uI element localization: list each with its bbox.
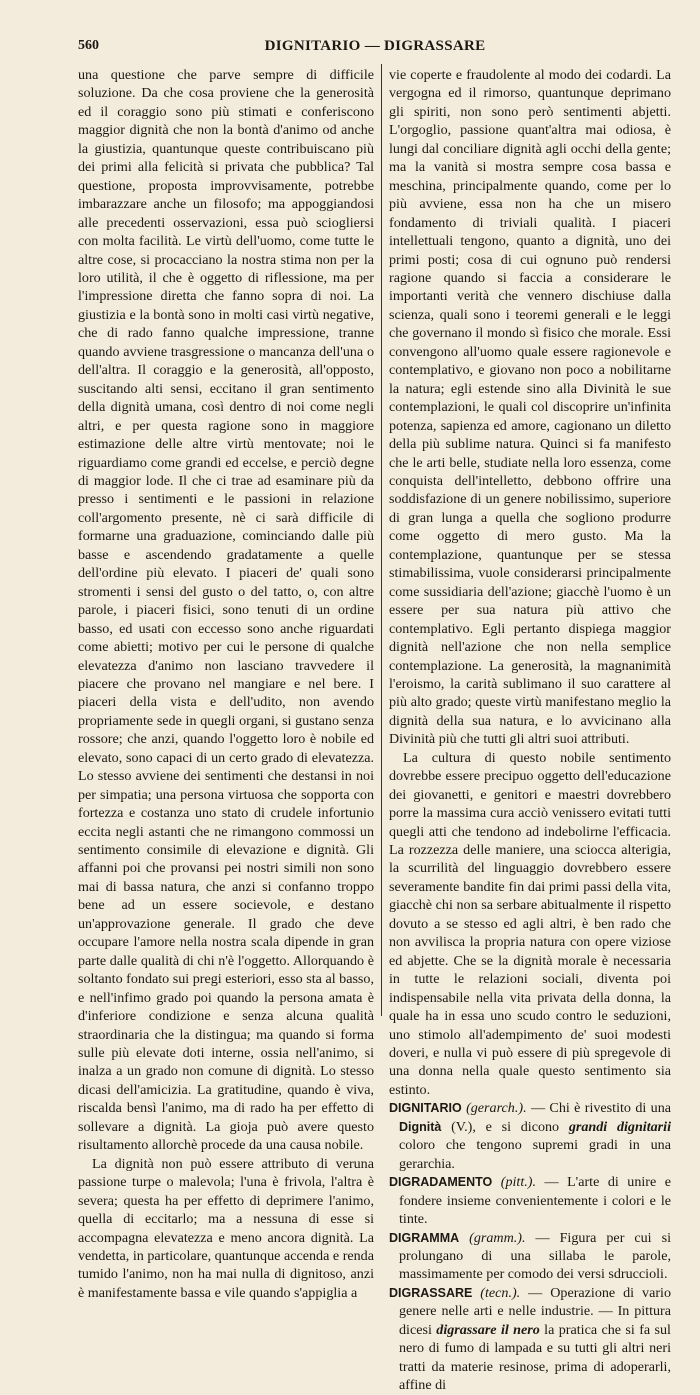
entry-headword: DIGRAMMA: [389, 1230, 460, 1245]
entry-label: (tecn.).: [480, 1284, 521, 1301]
column-divider: [381, 64, 382, 1016]
page-header: [78, 38, 672, 58]
entry-label: (pitt.).: [500, 1174, 536, 1191]
running-head: DIGNITARIO — DIGRASSARE: [264, 38, 486, 54]
entry-term: grandi dignitarii: [568, 1118, 671, 1135]
dictionary-entry: [389, 1099, 671, 1173]
right-column: [389, 66, 671, 1394]
entry-text: — Operazione di vario genere nelle arti e nelle industrie. — In pittura dicesi: [399, 1284, 671, 1338]
dictionary-entry: [389, 1173, 671, 1228]
left-column: [78, 66, 374, 1301]
paragraph: vie coperte e fraudolente al modo dei codardi. La vergogna ed il rimorso, quantunque deprimano gli spiriti, non sono però sentimenti abjetti. L'orgoglio, passione quant'altra mai odiosa, è lungi dal conciliare dignità agli occhi della gente; ma la vanità si mostra sempre cosa bassa e meschina, principalmente quando, come per lo più avviene, essa non ha che un misero fondamento di triviali qualità. I piaceri intellettuali tengono, quanto a dignità, uno dei primi posti; cosa di cui ognuno può rendersi ragione quando si faccia a considerare le importanti verità che vennero dischiuse dalla scienza, quali sono i teoremi generali e le leggi che governano il mondo sì fisico che morale. Essi convengono all'uomo quale essere ragionevole e contemplativo, e giovano non poco a nobilitarne la natura; egli estende sino alla Divinità le sue contemplazioni, le quali col discoprire un'infinita potenza, sapienza ed amore, cagionano un diletto della più sublime natura. Quinci si fa manifesto che le arti belle, studiate nella loro essenza, come conquista dell'intelletto, debbono offrire una soddisfazione di un genere nobilissimo, superiore di gran lunga a quella che sogliono produrre come oggetto di mero gusto. Ma la contemplazione, quantunque per se stessa stimabilissima, vuole considerarsi principalmente come sussidiaria dell'azione; giacchè l'uomo è un essere per sua natura più attivo che contemplativo. Egli pertanto dispiega maggior dignità nell'azione che non nella semplice contemplazione. La generosità, la magnanimità l'eroismo, la carità sublimano il suo carattere al più alto grado; queste virtù manifestano meglio la dignità della sua natura, e lo avvicinano alla Divinità più che tutti gli altri suoi attributi.: [389, 67, 671, 748]
dictionary-entry: [389, 1284, 671, 1395]
entry-text: coloro che tengono supremi gradi in una gerarchia.: [399, 1137, 671, 1172]
entry-text: (V.), e si dicono: [441, 1118, 569, 1135]
entry-text: — L'arte di unire e fondere insieme convenientemente i colori e le tinte.: [399, 1174, 671, 1228]
entry-headword: DIGRADAMENTO: [389, 1175, 493, 1190]
paragraph: una questione che parve sempre di difficile soluzione. Da che cosa proviene che la generosità ed il coraggio sono più stimati e conferiscono maggior dignità che non la bontà d'animo od anche la giustizia, quantunque queste contribuiscano più dei primi alla felicità si privata che pubblica? Tal questione, proposta improvvisamente, potrebbe imbarazzare anche un filosofo; ma appoggiandosi alle precedenti osservazioni, essa può sciogliersi con molta facilità. Le virtù dell'uomo, come tutte le altre cose, si procacciano la nostra stima non per la loro utilità, il che è oggetto di riflessione, ma per l'impressione diretta che fanno sopra di noi. La giustizia e la bontà sono in molti casi virtù negative, che di rado fanno qualche impressione, tranne quando avviene trasgressione o mancanza dell'una o dell'altra. Il coraggio e la generosità, all'opposto, suscitando alti sensi, eccitano il gran sentimento della dignità umana, così dentro di noi come negli altri, e per questa ragione sono in maggiore estimazione delle altre virtù mentovate; noi le riguardiamo come grandi ed eccelse, e perciò degne di maggior lode. Il che ci trae ad esaminare più da presso i sentimenti e le passioni in relazione coll'argomento presente, nè ci sarà difficile di formarne una graduazione, cominciando dalle più basse e ascendendo gradatamente a quelle dell'ordine più elevato. I piaceri de' quali sono stromenti i sensi del gusto o del tatto, o, con altre parole, i piaceri fisici, sono tenuti di un ordine basso, ed usati con eccesso sono anche riguardati come abietti; motivo per cui le persone di qualche elevatezza d'animo non lasciano travvedere il piacere che provano nel mangiare e nel bere. I piaceri della vista e dell'udito, non avendo propriamente sede in quegli organi, si gustano senza rossore; che anzi, quando l'oggetto loro è nobile ed elevato, sono capaci di un certo grado di elevatezza. Lo stesso avviene dei sentimenti che destansi in noi per simpatia; una persona virtuosa che sopporta con fortezza e costanza uno stato di crudele infortunio eccita negli astanti che ne rimangono commossi un sentimento consimile di elevazione e dignità. Gli affanni poi che provansi pei nostri simili non sono mai di bassa natura, che anzi si confanno troppo bene ad un essere socievole, e destano un'approvazione generale. Il grado che deve occupare l'amore nella nostra scala dipende in gran parte dalle qualità di chi n'è l'oggetto. Allorquando è soltanto fondato sui pregi esteriori, esso sta al basso, e nell'infimo grado poi quando la persona amata è d'inferiore condizione e senza alcuna qualità straordinaria che la distingua; ma quando si forma sulle più elevate doti interne, ossia nell'animo, si inalza a un grado non comune di dignità. Lo stesso dicasi dell'amicizia. La gratitudine, quando è viva, riscalda bensì l'animo, ma di rado ha per effetto di sollevare a dignità. La gioja può avere questo risultamento allorchè procede da una causa nobile.: [78, 67, 374, 1154]
dictionary-entry: [389, 1229, 671, 1284]
entry-text: la pratica che si fa sul nero di fumo di lampada e su tutti gli altri neri tratti da materie resinose, prima di adoperarli, affine di: [399, 1321, 671, 1394]
entry-headword: DIGRASSARE: [389, 1285, 473, 1300]
entry-crossref: Dignità: [399, 1119, 442, 1134]
entry-label: (gramm.).: [469, 1229, 526, 1246]
entry-headword: DIGNITARIO: [389, 1101, 462, 1116]
paragraph: La dignità non può essere attributo di veruna passione turpe o malevola; l'una è frivola, l'altra è severa; questa ha per effetto di deprimere l'animo, quella di eccitarlo; ma a nessuna di esse si accompagna elevatezza e meno ancora dignità. La vendetta, in particolare, quantunque accenda e renda tumido l'animo, non ha mai nulla di dignitoso, anzi è manifestamente bassa e vile quando s'appiglia a: [78, 1155, 374, 1301]
entry-text: — Figura per cui si prolungano di una sillaba le parole, massimamente per comodo dei versi sdruccioli.: [399, 1229, 671, 1283]
entry-text: — Chi è rivestito di una: [526, 1100, 671, 1117]
paragraph: La cultura di questo nobile sentimento dovrebbe essere precipuo oggetto dell'educazione dei giovanetti, e genitori e maestri dovrebbero porre la massima cura acciò venissero evitati tutti quegli atti che tendono ad indebolirne l'efficacia. La rozzezza delle maniere, una sciocca alterigia, la scurrilità del linguaggio dovrebbero essere severamente bandite fin dai primi passi della vita, giacchè chi non sa serbare abitualmente il rispetto dovuto a se stesso ed agli altri, è ben rado che non avvilisca la propria natura con opere viziose ed abjette. Che se la dignità morale è necessaria in tutte le relazioni sociali, diventa poi indispensabile nella vita privata della donna, la quale ha in essa uno scudo contro le seduzioni, uno stimolo all'adempimento de' suoi modesti doveri, e nulla vi può essere di più spregevole di una donna nella quale questo sentimento sia estinto.: [389, 749, 671, 1098]
entry-term: digrassare il nero: [436, 1321, 540, 1338]
page-number: 560: [78, 38, 99, 53]
entry-label: (gerarch.).: [466, 1100, 527, 1117]
